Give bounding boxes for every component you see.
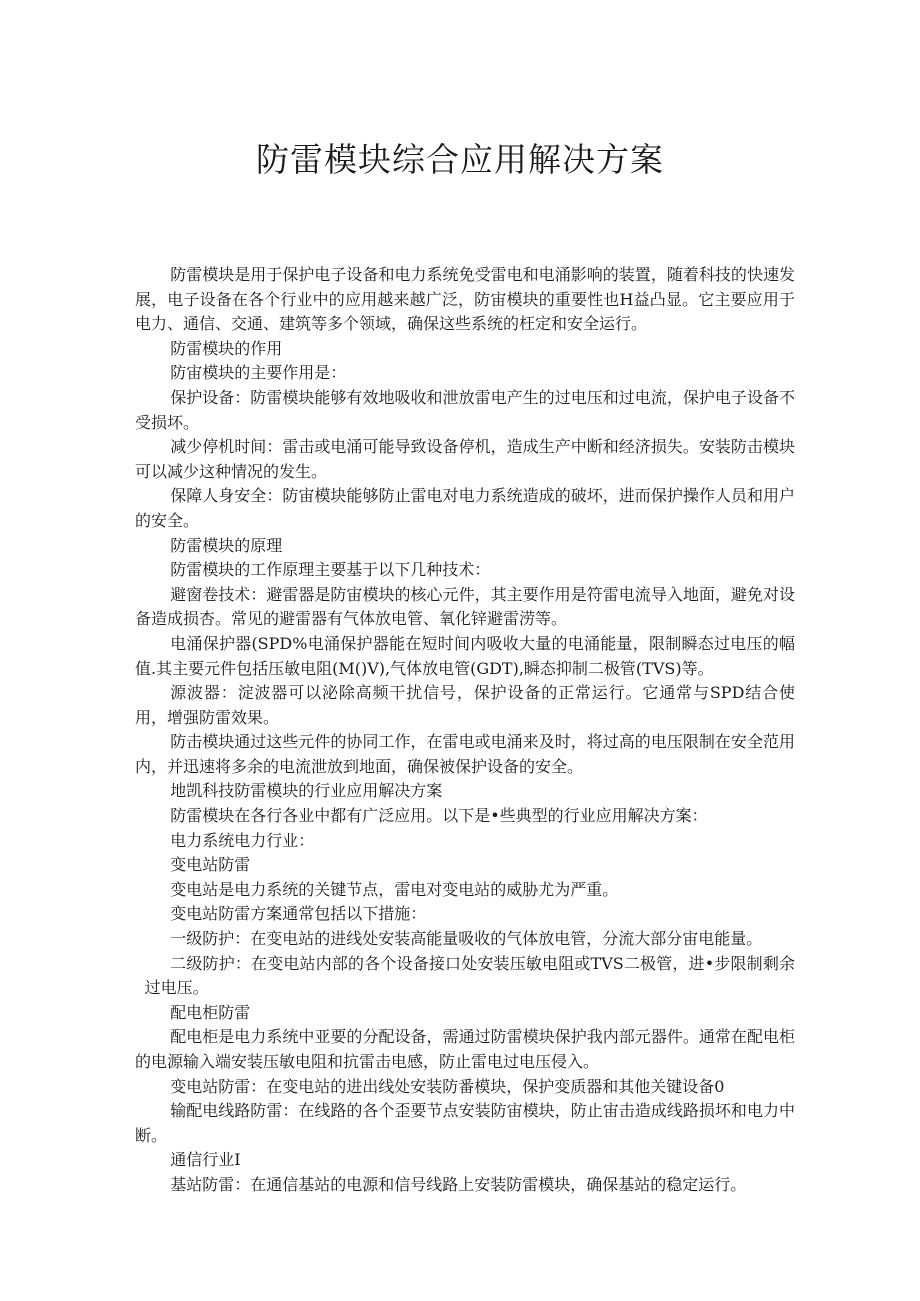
paragraph: 电涌保护器(SPD%电涌保护器能在短时间内吸收大量的电涌能量，限制瞬态过电压的幅值.其主要元件包括压敏电阻(M()V),气体放电管(GDT),瞬态抑制二极管(TVS)等。	[135, 633, 795, 678]
paragraph: 保障人身安全：防宙模块能够防止雷电对电力系统造成的破坏，进而保护操作人员和用户的安全。	[135, 486, 795, 530]
section-heading: 防雷模块的作用	[170, 338, 283, 358]
subsection-heading: 通信行业I	[170, 1150, 241, 1170]
paragraph: 减少停机时间：雷击或电涌可能导致设备停机，造成生产中断和经济损失。安装防击模块可以减少这种情况的发生。	[135, 437, 795, 481]
paragraph: 变电站是电力系统的关键节点，雷电对变电站的威胁尤为严重。	[170, 879, 619, 899]
section-heading: 地凯科技防雷模块的行业应用解决方案	[170, 781, 443, 801]
paragraph: 避窗卷技术：避雷器是防宙模块的核心元件，其主要作用是符雷电流导入地面，避免对设备造成损杏。常见的避雷器有气体放电管、氧化锌避雷涝等。	[135, 584, 795, 629]
paragraph: 防雷模块的工作原理主要基于以下几种技术：	[170, 560, 491, 580]
document-body	[135, 263, 795, 1198]
section-heading: 防雷模块的原理	[170, 535, 283, 555]
paragraph: 源波器：淀波器可以泌除高频干扰信号，保护设备的正常运行。它通常与SPD结合使用，增强防雷效果。	[135, 683, 795, 727]
subsection-heading: 电力系统电力行业：	[170, 830, 315, 850]
paragraph: 配电柜是电力系统中亚要的分配设备，需通过防雷模块保护我内部元器件。通常在配电柜的电源输入端安装压敏电阻和抗雷击电感，防止雷电过电压侵入。	[135, 1027, 795, 1071]
paragraph: 防击模块通过这些元件的协同工作，在雷电或电涌来及时，将过高的电压限制在安全范用内，并迅速将多余的电流泄放到地面，确保被保护设备的安全。	[135, 732, 795, 776]
paragraph: 防宙模块的主要作用是：	[170, 363, 347, 383]
paragraph: 一级防护：在变电站的进线处安装高能量吸收的气体放电管，分流大部分宙电能量。	[170, 929, 763, 949]
paragraph: 防雷模块是用于保护电子设备和电力系统免受雷电和电涌影响的装置，随着科技的快速发展，电子设备在各个行业中的应用越来越广泛，防宙模块的重要性也H益凸显。它主要应用于电力、通信、交通、建筑等多个领域，确保这些系统的枉定和安全运行。	[135, 265, 795, 334]
paragraph: 变电站防雷方案通常包括以下措施：	[170, 904, 427, 924]
paragraph: 保护设备：防雷模块能够有效地吸收和泄放雷电产生的过电压和过电流，保护电子设备不受损坏。	[135, 387, 795, 432]
subsection-heading: 变电站防雷	[170, 855, 251, 875]
paragraph: 输配电线路防雷：在线路的各个歪要节点安装防宙模块，防止宙击造成线路损坏和电力中断。	[135, 1101, 795, 1145]
document-title: 防雷模块综合应用解决方案	[256, 140, 664, 179]
paragraph: 变电站防雷：在变电站的进出线处安装防番模块，保护变质器和其他关键设备0	[170, 1076, 725, 1096]
paragraph: 基站防雷：在通信基站的电源和信号线路上安装防雷模块，确保基站的稳定运行。	[170, 1174, 747, 1194]
paragraph: 二级防护：在变电站内部的各个设备接口处安装压敏电阻或TVS二极管，进•步限制剩余过电压。	[144, 953, 795, 998]
subsection-heading: 配电柜防雷	[170, 1002, 251, 1022]
paragraph: 防雷模块在各行各业中都有广泛应用。以下是•些典型的行业应用解决方案：	[170, 806, 708, 826]
